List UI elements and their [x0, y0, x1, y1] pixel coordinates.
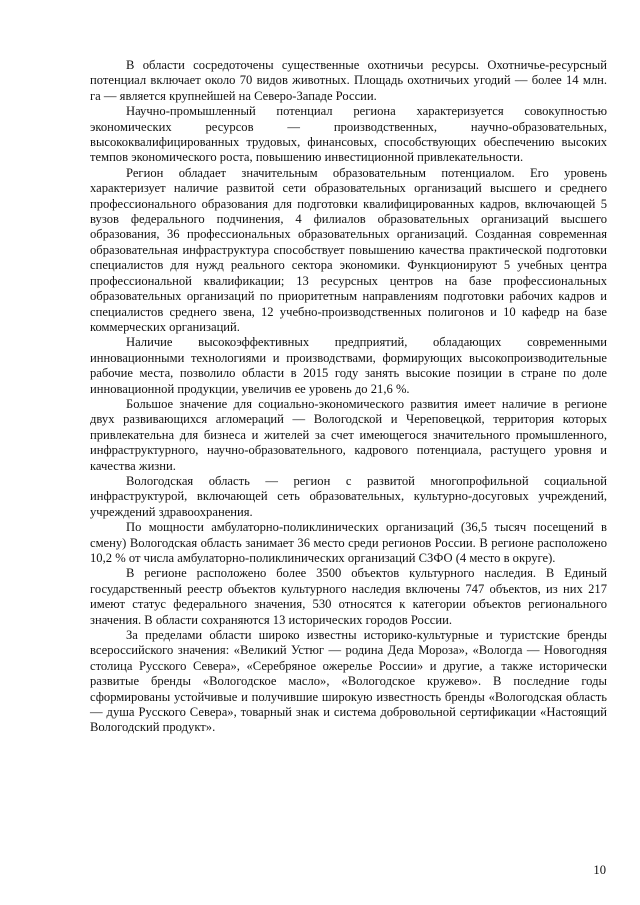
paragraph-educational-potential: Регион обладает значительным образовательным потенциалом. Его уровень характеризует наличие развитой сети образовательных организаций высшего и среднего профессионального образования для подготовки квалифицированных кадров, включающей 5 вузов федерального подчинения, 4 филиалов образовательных организаций высшего образования, 36 профессиональных образовательных организаций. Созданная современная образовательная инфраструктура способствует повышению качества практической подготовки специалистов для нужд реального сектора экономики. Функционируют 5 учебных центра профессиональной квалификации; 13 ресурсных центров на базе профессиональных образовательных организаций по приоритетным направлениям подготовки рабочих кадров и специалистов среднего звена, 12 учебно-производственных полигонов и 10 кафедр на базе коммерческих организаций.: [90, 165, 607, 334]
paragraph-social-infrastructure: Вологодская область — регион с развитой многопрофильной социальной инфраструктурой, включающей сеть образовательных, культурно-досуговых учреждений, учреждений здравоохранения.: [90, 473, 607, 519]
paragraph-hunting-resources: В области сосредоточены существенные охотничьи ресурсы. Охотничье-ресурсный потенциал включает около 70 видов животных. Площадь охотничьих угодий — более 14 млн. га — является крупнейшей на Северо-Западе России.: [90, 58, 607, 103]
paragraph-cultural-heritage: В регионе расположено более 3500 объектов культурного наследия. В Единый государственный реестр объектов культурного наследия включены 747 объектов, из них 217 имеют статус федерального значения, 530 относятся к категории объектов регионального значения. В области сохраняются 13 исторических городов России.: [90, 566, 607, 627]
document-body: [90, 58, 607, 736]
page-number: 10: [593, 863, 606, 877]
paragraph-outpatient-clinics: По мощности амбулаторно-поликлинических организаций (36,5 тысяч посещений в смену) Вологодская область занимает 36 место среди регионов России. В регионе расположено 10,2 % от числа амбулаторно-поликлинических организаций СЗФО (4 место в округе).: [90, 520, 607, 565]
paragraph-tourist-brands: За пределами области широко известны историко-культурные и туристские бренды всероссийского значения: «Великий Устюг — родина Деда Мороза», «Вологда — Новогодняя столица Русского Севера», «Серебряное ожерелье России» и другие, а также исторически развитые бренды «Вологодское масло», «Вологодское кружево». В последние годы сформированы устойчивые и получившие широкую известность бренды «Вологодская область — душа Русского Севера», товарный знак и система добровольной сертификации «Настоящий Вологодский продукт».: [90, 628, 607, 735]
paragraph-agglomerations: Большое значение для социально-экономического развития имеет наличие в регионе двух развивающихся агломераций — Вологодской и Череповецкой, территория которых привлекательна для бизнеса и жителей за счет имеющегося значительного промышленного, инфраструктурного, научно-образовательного, кадрового потенциала, растущего уровня и качества жизни.: [90, 396, 607, 473]
paragraph-innovative-enterprises: Наличие высокоэффективных предприятий, обладающих современными инновационными технологиями и производствами, формирующих высокопроизводительные рабочие места, позволило области в 2015 году занять высокие позиции в стране по доле инновационной продукции, увеличив ее уровень до 21,6 %.: [90, 335, 607, 396]
paragraph-scientific-industrial-potential: Научно-промышленный потенциал региона характеризуется совокупностью экономических ресурсов — производственных, научно-образовательных, высококвалифицированных трудовых, финансовых, способствующих обеспечению высоких темпов экономического роста, повышению инвестиционной привлекательности.: [90, 104, 607, 165]
